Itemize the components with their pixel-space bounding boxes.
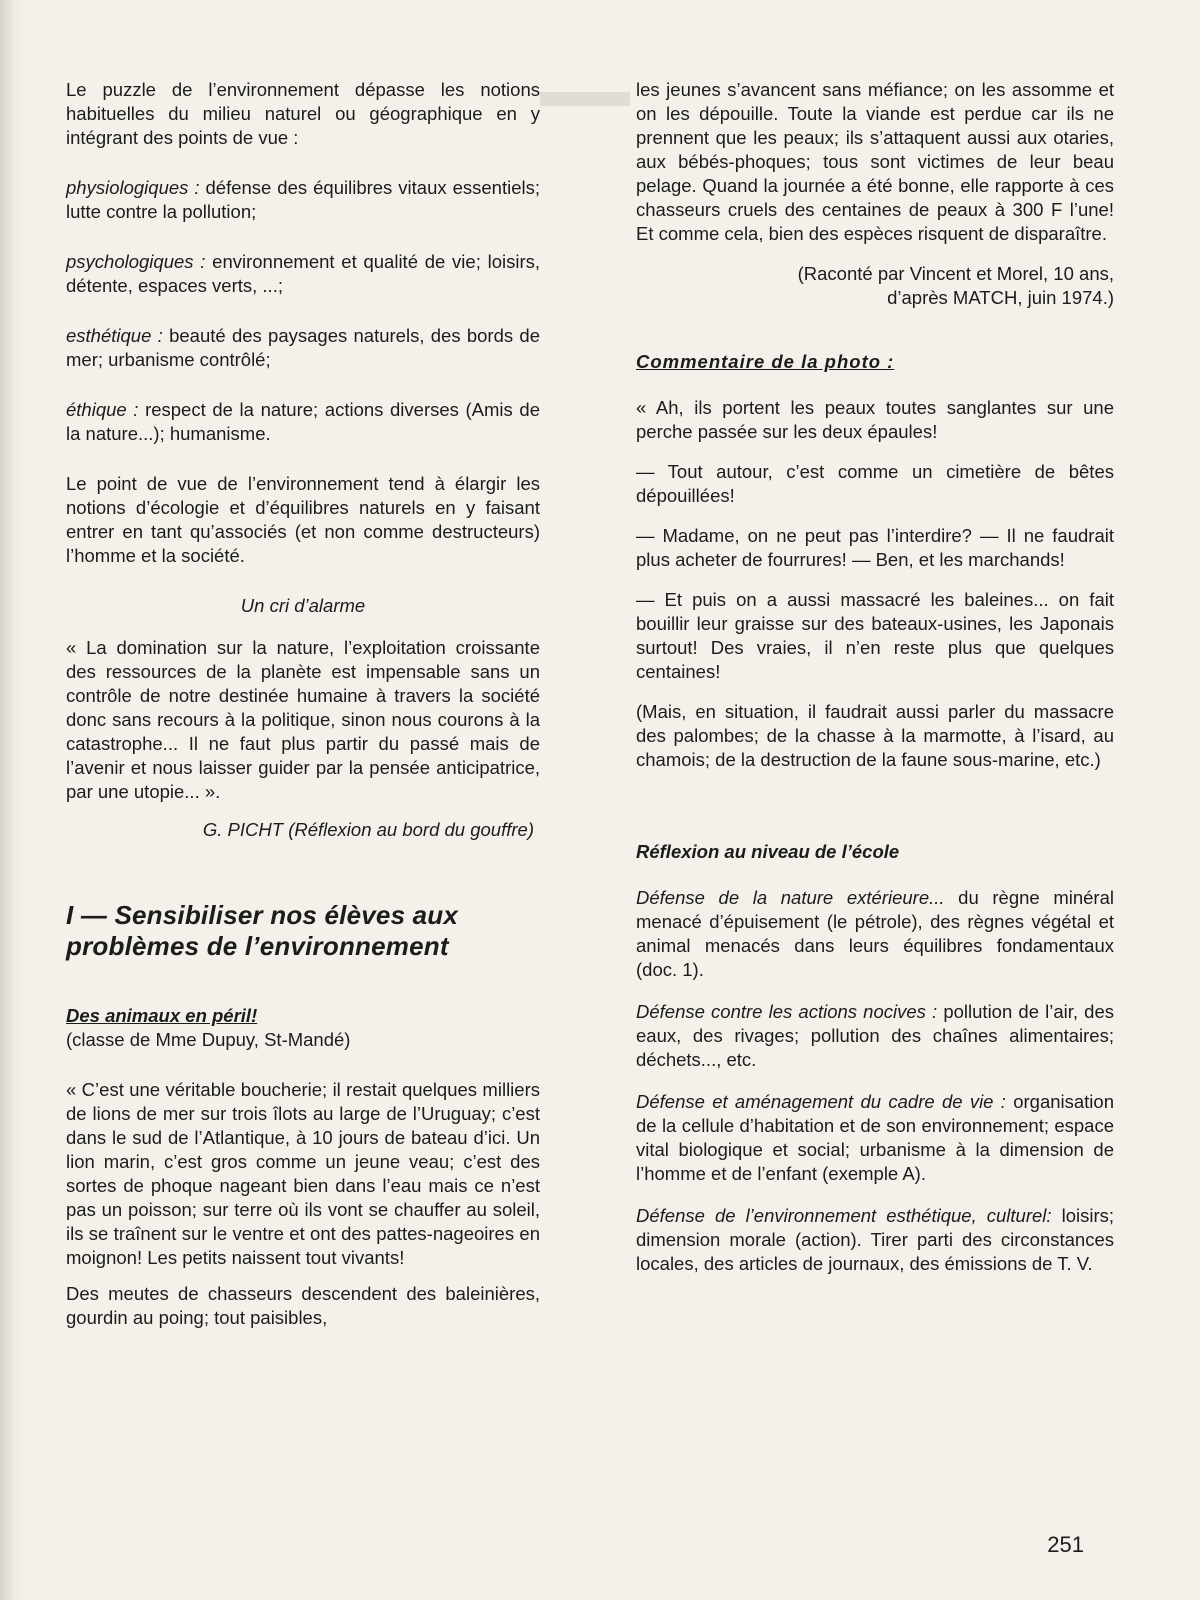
left-column: [66, 78, 540, 1356]
intro-paragraph: Le puzzle de l’environnement dépasse les notions habituelles du milieu naturel ou géographique en y intégrant des points de vue :: [66, 79, 540, 148]
animals-class-line: (classe de Mme Dupuy, St-Mandé): [66, 1029, 351, 1050]
point-physiologiques: [66, 176, 540, 224]
comment-4: — Et puis on a aussi massacré les baleines... on fait bouillir leur graisse sur des bateaux-usines, les Japonais surtout! Des vraies, il n’en reste plus que quelques centaines!: [636, 589, 1114, 682]
reflexion-title: Réflexion au niveau de l’école: [636, 841, 900, 862]
point-term: éthique :: [66, 399, 139, 420]
page-number: 251: [1047, 1532, 1084, 1557]
section-heading: I — Sensibiliser nos élèves aux problèmes de l’environnement: [66, 900, 459, 961]
point-term: psychologiques :: [66, 251, 206, 272]
right-column: [636, 78, 1114, 1302]
story-paragraph-2: Des meutes de chasseurs descendent des baleinières, gourdin au poing; tout paisibles,: [66, 1283, 540, 1328]
point-term: physiologiques :: [66, 177, 200, 198]
defense-term: Défense de la nature extérieure...: [636, 887, 945, 908]
defense-text: pollution de l’air, des eaux, des rivages; pollution des chaînes alimentaires; déchets..., etc.: [636, 1001, 1115, 1070]
point-text: défense des équilibres vitaux essentiels; lutte contre la pollution;: [66, 177, 541, 222]
comment-2: — Tout autour, c’est comme un cimetière de bêtes dépouillées!: [636, 461, 1114, 506]
quote-signature: G. PICHT (Réflexion au bord du gouffre): [202, 819, 534, 840]
cri-alarme-title: Un cri d’alarme: [240, 595, 366, 616]
comment-5: (Mais, en situation, il faudrait aussi parler du massacre des palombes; de la chasse à la marmotte, à l’isard, au chamois; de la destruction de la faune sous-marine, etc.): [636, 701, 1114, 770]
page-binding-edge: [0, 0, 24, 1600]
defense-nocives: [636, 1000, 1114, 1072]
defense-text: du règne minéral menacé d’épuisement (le pétrole), des règnes végétal et animal menacés dans leurs équilibres fondamentaux (doc. 1).: [636, 887, 1114, 980]
animals-title: Des animaux en péril!: [66, 1005, 258, 1026]
defense-esthetique: [636, 1204, 1114, 1276]
point-text: respect de la nature; actions diverses (Amis de la nature...); humanisme.: [66, 399, 540, 444]
point-text: environnement et qualité de vie; loisirs, détente, espaces verts, ...;: [66, 251, 541, 296]
defense-term: Défense et aménagement du cadre de vie :: [636, 1091, 1006, 1112]
point-ethique: [66, 398, 540, 446]
picht-quote: « La domination sur la nature, l’exploitation croissante des ressources de la planète est impensable sans un contrôle de notre destinée humaine à travers la société donc sans recours à la politique, sinon nous courons à la catastrophe... Il ne faut plus partir du passé mais de l’avenir et nous laisser guider par la pensée anticipatrice, par une utopie... ».: [66, 637, 540, 802]
credit-line-1: (Raconté par Vincent et Morel, 10 ans,: [797, 263, 1114, 284]
show-through-mark: [540, 92, 630, 106]
comment-3: — Madame, on ne peut pas l’interdire? — Il ne faudrait plus acheter de fourrures! — Ben, et les marchands!: [636, 525, 1114, 570]
story-paragraph-3: les jeunes s’avancent sans méfiance; on les assomme et on les dépouille. Toute la viande est perdue car ils ne prennent que les peaux; ils s’attaquent aussi aux otaries, aux bébés-phoques; tous sont victimes de leur beau pelage. Quand la journée a été bonne, elle rapporte à ces chasseurs cruels des centaines de peaux à 300 F l’une! Et comme cela, bien des espèces risquent de disparaître.: [636, 79, 1114, 244]
defense-term: Défense contre les actions nocives :: [636, 1001, 938, 1022]
defense-text: loisirs; dimension morale (action). Tirer parti des circonstances locales, des articles de journaux, des émissions de T. V.: [636, 1205, 1115, 1274]
defense-cadre-de-vie: [636, 1090, 1114, 1186]
defense-text: organisation de la cellule d’habitation et de son environnement; espace vital biologique et social; urbanisme à la dimension de l’homme et de l’enfant (exemple A).: [636, 1091, 1114, 1184]
point-psychologiques: [66, 250, 540, 298]
defense-nature: [636, 886, 1114, 982]
point-esthetique: [66, 324, 540, 372]
comment-1: « Ah, ils portent les peaux toutes sanglantes sur une perche passée sur les deux épaules!: [636, 397, 1114, 442]
defense-term: Défense de l’environnement esthétique, culturel:: [636, 1205, 1052, 1226]
point-text: beauté des paysages naturels, des bords de mer; urbanisme contrôlé;: [66, 325, 540, 370]
environment-paragraph: Le point de vue de l’environnement tend à élargir les notions d’écologie et d’équilibres naturels en y faisant entrer en tant qu’associés (et non comme destructeurs) l’homme et la société.: [66, 473, 540, 566]
photo-comment-title: Commentaire de la photo :: [636, 351, 895, 372]
credit-line-2: d’après MATCH, juin 1974.): [887, 287, 1114, 308]
point-term: esthétique :: [66, 325, 163, 346]
story-paragraph-1: « C’est une véritable boucherie; il restait quelques milliers de lions de mer sur trois îlots au large de l’Uruguay; c’est dans le sud de l’Atlantique, à 10 jours de bateau d’ici. Un lion marin, c’est gros comme un jeune veau; c’est des sortes de phoque nageant bien dans l’eau mais ce n’est pas un poisson; sur terre où ils vont se chauffer au soleil, ils se traînent sur le ventre et ont des pattes-nageoires en moignon! Les petits naissent tout vivants!: [66, 1079, 540, 1268]
